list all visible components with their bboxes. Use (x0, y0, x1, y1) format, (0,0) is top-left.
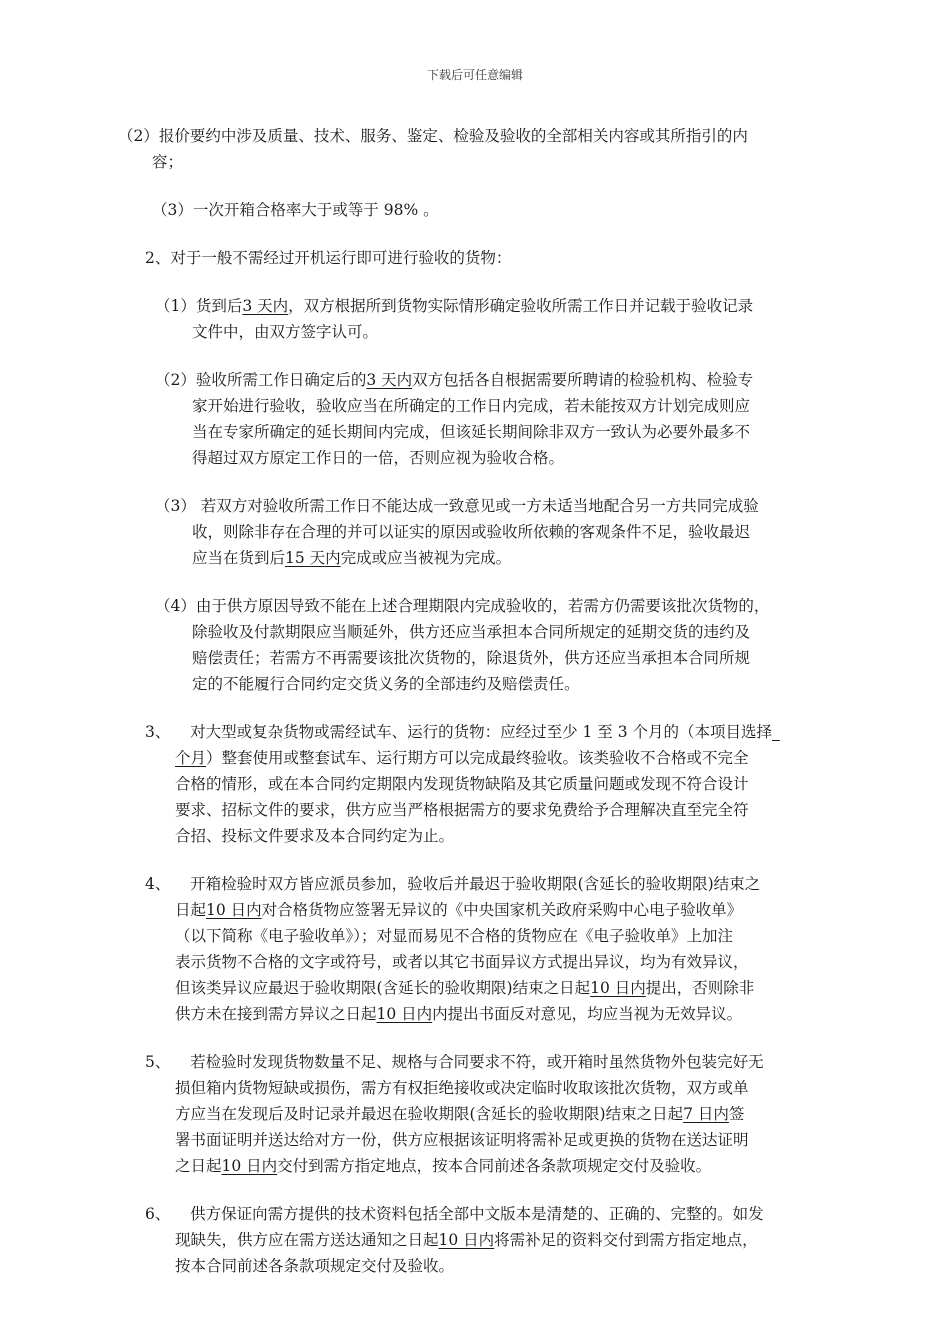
underlined-term: 3 天内 (242, 297, 289, 315)
text-line: 合格的情形，或在本合同约定期限内发现货物缺陷及其它质量问题或发现不符合设计 (175, 775, 749, 793)
text-line: 文件中，由双方签字认可。 (192, 323, 379, 341)
text-line: 应当在货到后15 天内完成或应当被视为完成。 (192, 549, 512, 567)
text-line: 表示货物不合格的文字或符号，或者以其它书面异议方式提出异议，均为有效异议， (175, 953, 749, 971)
underlined-term: 个月 (175, 749, 207, 767)
underlined-term: 10 日内 (438, 1231, 495, 1249)
text-line: 但该类异议应最迟于验收期限(含延长的验收期限)结束之日起10 日内提出，否则除非 (175, 979, 755, 997)
page-header: 下载后可任意编辑 (426, 68, 523, 82)
text-line: 署书面证明并送达给对方一份，供方应根据该证明将需补足或更换的货物在送达证明 (175, 1131, 749, 1149)
underlined-term: _ (772, 723, 780, 741)
text-line: 收，则除非存在合理的并可以证实的原因或验收所依赖的客观条件不足，验收最迟 (192, 523, 751, 541)
text-line: （2）报价要约中涉及质量、技术、服务、鉴定、检验及验收的全部相关内容或其所指引的内 (118, 127, 748, 145)
text-line: 方应当在发现后及时记录并最迟在验收期限(含延长的验收期限)结束之日起7 日内签 (175, 1105, 745, 1123)
text-line: 2、对于一般不需经过开机运行即可进行验收的货物： (145, 249, 512, 267)
text-line: 得超过双方原定工作日的一倍，否则应视为验收合格。 (192, 449, 565, 467)
text-line: 除验收及付款期限应当顺延外，供方还应当承担本合同所规定的延期交货的违约及 (192, 623, 751, 641)
text-line: 现缺失，供方应在需方送达通知之日起10 日内将需补足的资料交付到需方指定地点， (175, 1231, 758, 1249)
text-line: 家开始进行验收，验收应当在所确定的工作日内完成，若未能按双方计划完成则应 (192, 397, 751, 415)
text-line: （1）货到后3 天内，双方根据所到货物实际情形确定验收所需工作日并记载于验收记录 (155, 297, 754, 315)
text-line: 4、 开箱检验时双方皆应派员参加，验收后并最迟于验收期限(含延长的验收期限)结束之 (145, 875, 761, 893)
underlined-term: 10 日内 (376, 1005, 433, 1023)
text-line: （2）验收所需工作日确定后的3 天内双方包括各自根据需要所聘请的检验机构、检验专 (155, 371, 754, 389)
text-line: 之日起10 日内交付到需方指定地点，按本合同前述各条款项规定交付及验收。 (175, 1157, 712, 1175)
text-line: 按本合同前述各条款项规定交付及验收。 (175, 1257, 455, 1275)
text-line: 3、 对大型或复杂货物或需经试车、运行的货物：应经过至少 1 至 3 个月的（本项目选择_ (145, 723, 780, 741)
text-line: （3） 若双方对验收所需工作日不能达成一致意见或一方未适当地配合另一方共同完成验 (155, 497, 759, 515)
text-line: （4）由于供方原因导致不能在上述合理期限内完成验收的，若需方仍需要该批次货物的， (155, 597, 770, 615)
text-line: 要求、招标文件的要求，供方应当严格根据需方的要求免费给予合理解决直至完全符 (175, 801, 749, 819)
underlined-term: 10 日内 (206, 901, 262, 919)
text-line: （以下简称《电子验收单》）；对显而易见不合格的货物应在《电子验收单》上加注 (175, 927, 734, 945)
text-line: 5、 若检验时发现货物数量不足、规格与合同要求不符，或开箱时虽然货物外包装完好无 (145, 1053, 764, 1071)
text-line: 当在专家所确定的延长期间内完成，但该延长期间除非双方一致认为必要外最多不 (192, 423, 751, 441)
underlined-term: 7 日内 (683, 1105, 729, 1123)
text-line: 合招、投标文件要求及本合同约定为止。 (175, 827, 455, 845)
underlined-term: 3 天内 (366, 371, 413, 389)
text-line: 供方未在接到需方异议之日起10 日内内提出书面反对意见，均应当视为无效异议。 (175, 1005, 743, 1023)
text-line: 个月）整套使用或整套试车、运行期方可以完成最终验收。该类验收不合格或不完全 (175, 749, 749, 767)
text-line: 日起10 日内对合格货物应签署无异议的《中央国家机关政府采购中心电子验收单》 (175, 901, 743, 919)
text-line: 损但箱内货物短缺或损伤，需方有权拒绝接收或决定临时收取该批次货物，双方或单 (175, 1079, 749, 1097)
text-line: 6、 供方保证向需方提供的技术资料包括全部中文版本是清楚的、正确的、完整的。如发 (145, 1205, 764, 1223)
underlined-term: 10 日内 (590, 979, 646, 997)
text-line: 定的不能履行合同约定交货义务的全部违约及赔偿责任。 (192, 675, 580, 693)
text-line: （3）一次开箱合格率大于或等于 98% 。 (152, 201, 439, 219)
text-line: 赔偿责任；若需方不再需要该批次货物的，除退货外，供方还应当承担本合同所规 (192, 649, 751, 667)
text-line: 容； (152, 153, 184, 171)
underlined-term: 10 日内 (221, 1157, 278, 1175)
underlined-term: 15 天内 (285, 549, 341, 567)
